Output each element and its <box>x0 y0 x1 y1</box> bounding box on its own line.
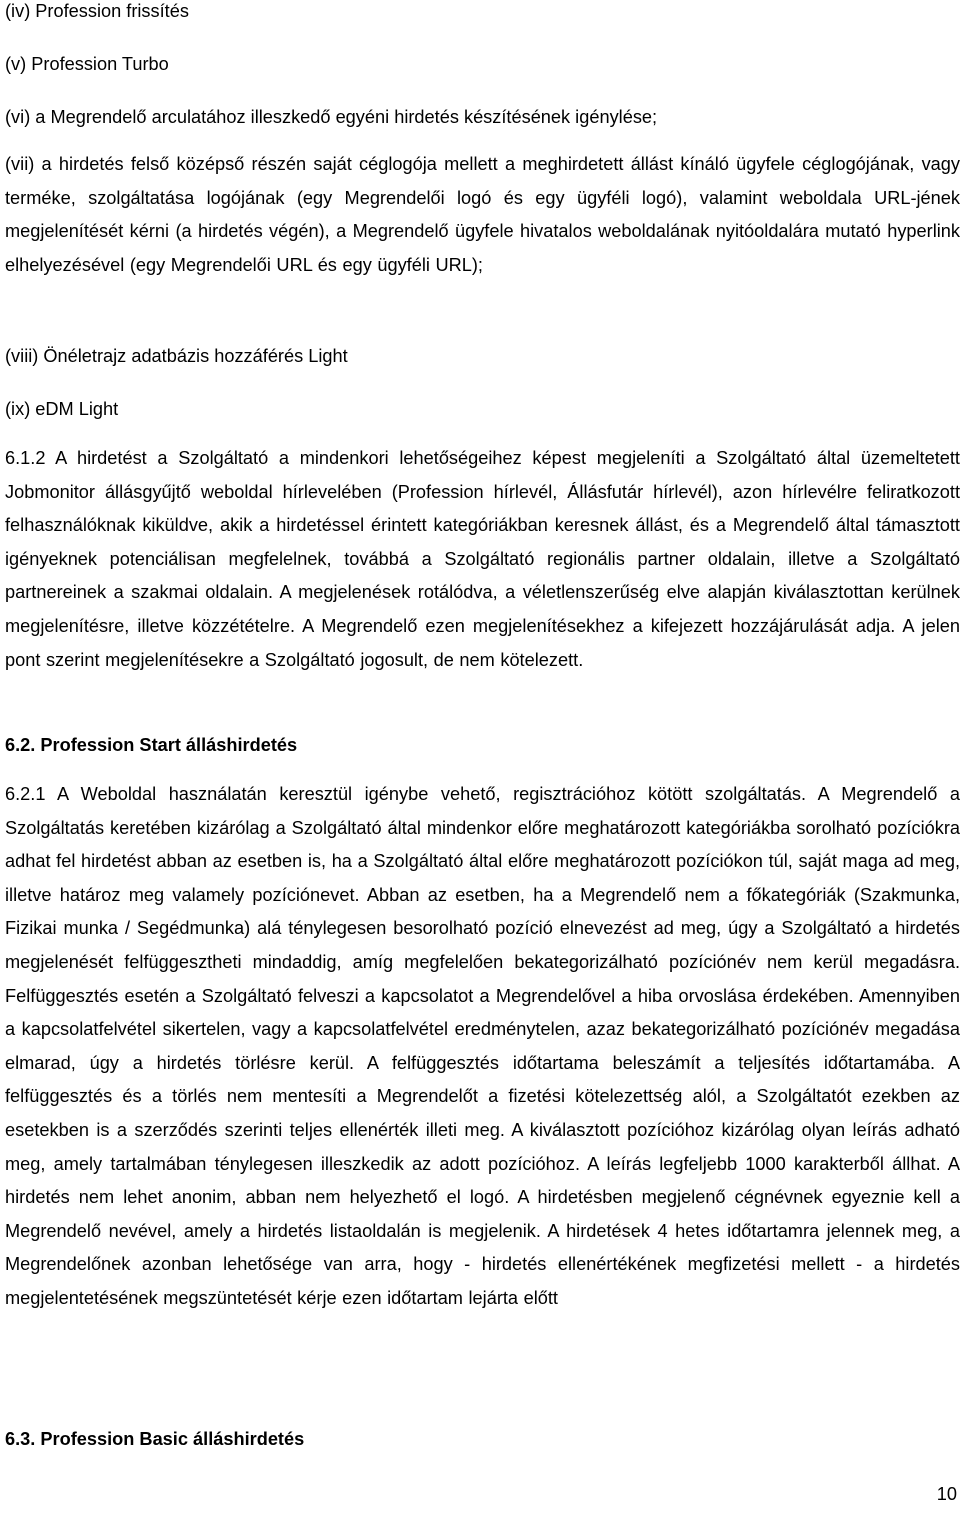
list-item-viii: (viii) Önéletrajz adatbázis hozzáférés Light <box>5 346 348 366</box>
list-item-iv: (iv) Profession frissítés <box>5 1 189 21</box>
list-item-vi: (vi) a Megrendelő arculatához illeszkedő egyéni hirdetés készítésének igénylése; <box>5 107 658 127</box>
page-number: 10 <box>936 1484 957 1504</box>
list-item-vii: (vii) a hirdetés felső középső részén saját céglogója mellett a meghirdetett állást kínáló ügyfele céglogójának, vagy terméke, szolgáltatása logójának (egy Megrendelői logó és egy ügyféli logó), valamint weboldala URL-jének megjelenítését kérni (a hirdetés végén), a Megrendelő ügyfele hivatalos weboldalának nyitóoldalára mutató hyperlink elhelyezésével (egy Megrendelői URL és egy ügyféli URL); <box>5 154 960 275</box>
list-item-v: (v) Profession Turbo <box>5 54 169 74</box>
paragraph-6-2-1: 6.2.1 A Weboldal használatán keresztül igénybe vehető, regisztrációhoz kötött szolgáltatás. A Megrendelő a Szolgáltatás keretében kizárólag a Szolgáltató által mindenkor előre meghatározott kategóriákba sorolható pozíciókra adhat fel hirdetést abban az esetben is, ha a Szolgáltató által előre meghatározott pozíciókon túl, saját maga ad meg, illetve határoz meg valamely pozíciónevet. Abban az esetben, ha a Megrendelő nem a főkategóriák (Szakmunka, Fizikai munka / Segédmunka) alá ténylegesen besorolható pozíció elnevezést ad meg, úgy a Szolgáltató a hirdetés megjelenését felfüggesztheti mindaddig, amíg megfelelően bekategorizálható pozíciónév nem kerül megadásra. Felfüggesztés esetén a Szolgáltató felveszi a kapcsolatot a Megrendelővel a hiba orvoslása érdekében. Amennyiben a kapcsolatfelvétel sikertelen, vagy a kapcsolatfelvétel eredménytelen, azaz bekategorizálható pozíciónév megadása elmarad, úgy a hirdetés törlésre kerül. A felfüggesztés időtartama beleszámít a teljesítés időtartamába. A felfüggesztés és a törlés nem mentesíti a Megrendelőt a fizetési kötelezettség alól, a Szolgáltatót ezekben az esetekben is a szerződés szerinti teljes ellenérték illeti meg. A kiválasztott pozícióhoz kizárólag olyan leírás adható meg, amely tartalmában ténylegesen illeszkedik az adott pozícióhoz. A leírás legfeljebb 1000 karakterből állhat. A hirdetés nem lehet anonim, abban nem helyezhető el logó. A hirdetésben megjelenő cégnévnek egyeznie kell a Megrendelő nevével, amely a hirdetés listaoldalán is megjelenik. A hirdetések 4 hetes időtartamra jelennek meg, a Megrendelőnek azonban lehetősége van arra, hogy - hirdetés ellenértékének megfizetési mellett - a hirdetés megjelentetésének megszüntetését kérje ezen időtartam lejárta előtt <box>5 784 960 1308</box>
paragraph-6-1-2: 6.1.2 A hirdetést a Szolgáltató a mindenkori lehetőségeihez képest megjeleníti a Szolgáltató által üzemeltetett Jobmonitor állásgyűjtő weboldal hírlevelében (Profession hírlevél, Állásfutár hírlevél), azon hírlevélre feliratkozott felhasználóknak kiküldve, akik a hirdetéssel érintett kategóriákban keresnek állást, és a Megrendelő által támasztott igényeknek potenciálisan megfelelnek, továbbá a Szolgáltató regionális partner oldalain, illetve a Szolgáltató partnereinek a szakmai oldalain. A megjelenések rotálódva, a véletlenszerűség elve alapján kiválasztottan kerülnek megjelenítésre, illetve közzétételre. A Megrendelő ezen megjelenítésekhez a kifejezett hozzájárulását adja. A jelen pont szerint megjelenítésekre a Szolgáltató jogosult, de nem kötelezett. <box>5 448 960 670</box>
list-item-ix: (ix) eDM Light <box>5 399 119 419</box>
section-heading-6-2: 6.2. Profession Start álláshirdetés <box>5 735 298 755</box>
section-heading-6-3: 6.3. Profession Basic álláshirdetés <box>5 1429 305 1449</box>
